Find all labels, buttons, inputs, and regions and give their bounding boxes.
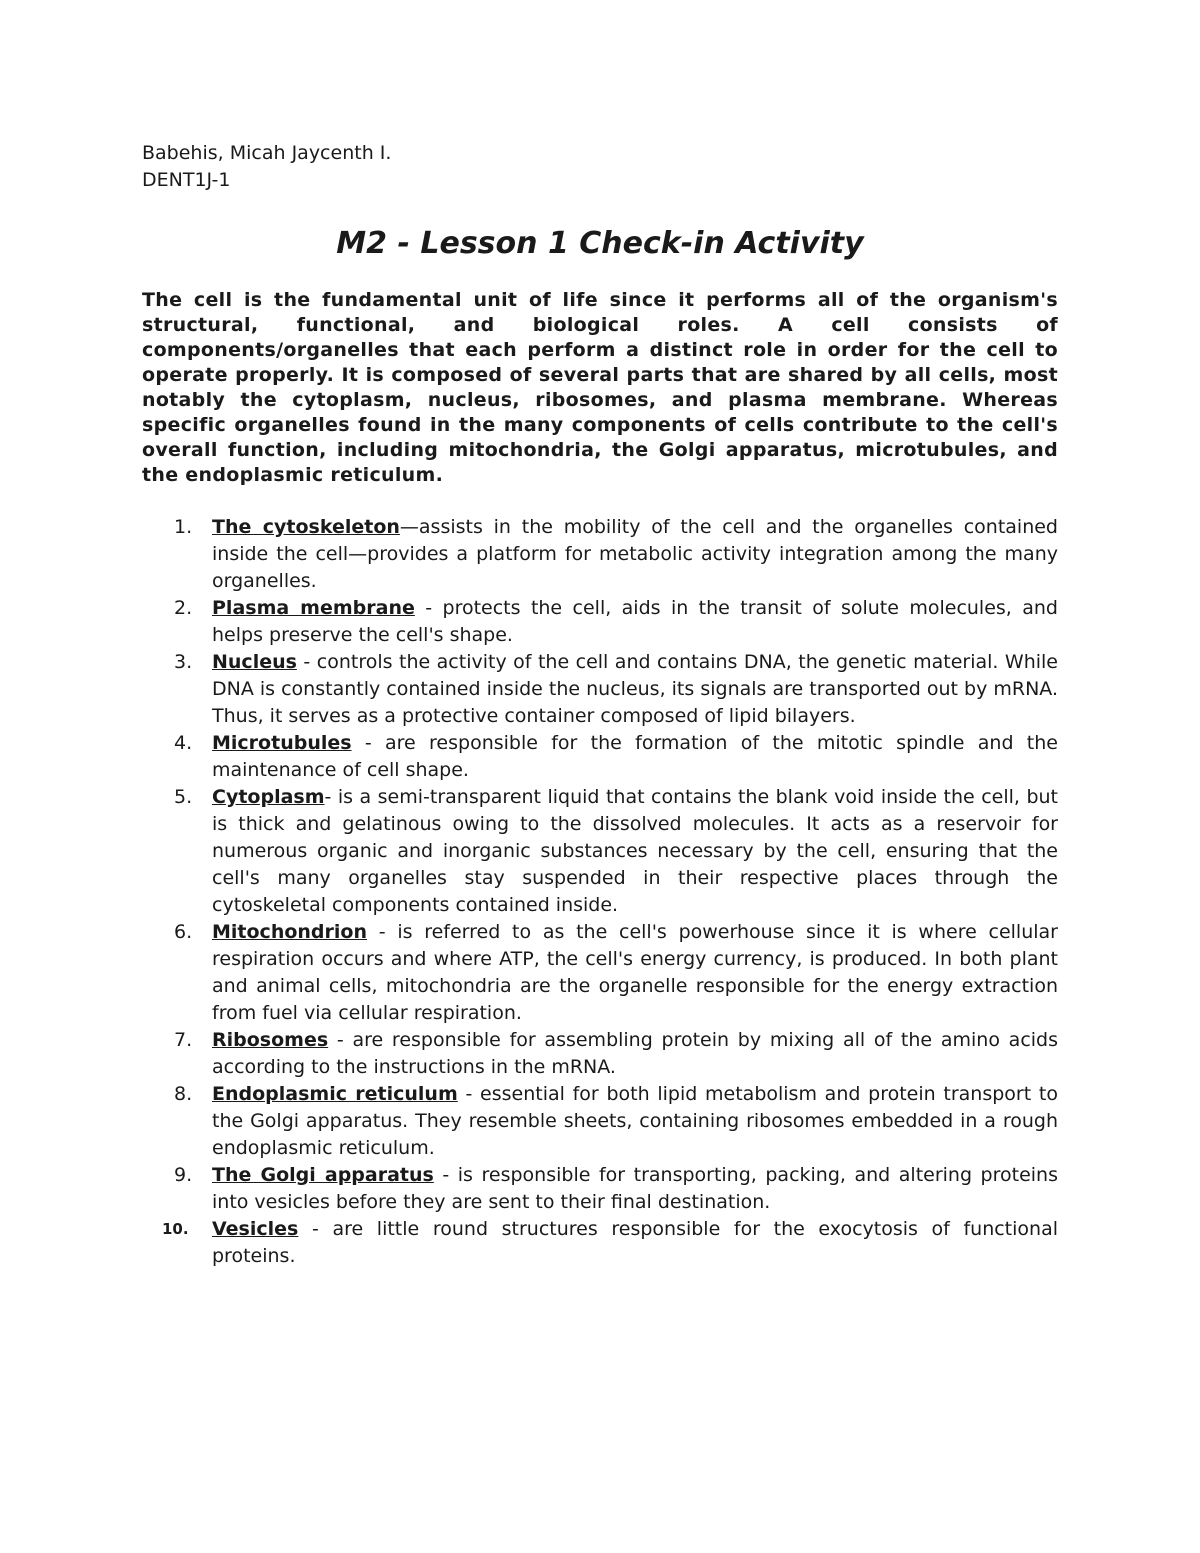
term-label: Vesicles (212, 1218, 299, 1240)
list-number: 5. (174, 786, 193, 808)
term-description: - are little round structures responsible for the exocytosis of functional proteins. (212, 1218, 1058, 1267)
term-description: - is referred to as the cell's powerhouse since it is where cellular respiration occurs and where ATP, the cell's energy currency, is produced. In both plant and animal cells, mitochondria are the organelle responsible for the energy extraction from fuel via cellular respiration. (212, 921, 1058, 1024)
term-label: Plasma membrane (212, 597, 415, 619)
term-description: - is responsible for transporting, packing, and altering proteins into vesicles before they are sent to their final destination. (212, 1164, 1058, 1213)
list-number: 1. (174, 516, 193, 538)
list-item (142, 649, 1058, 730)
list-number: 2. (174, 597, 193, 619)
list-item (142, 1162, 1058, 1216)
term-label: Nucleus (212, 651, 297, 673)
term-description: —assists in the mobility of the cell and the organelles contained inside the cell—provides a platform for metabolic activity integration among the many organelles. (212, 516, 1058, 592)
list-item (142, 1216, 1058, 1270)
term-label: The Golgi apparatus (212, 1164, 434, 1186)
term-label: Cytoplasm (212, 786, 325, 808)
student-section: DENT1J-1 (142, 169, 231, 191)
term-label: Microtubules (212, 732, 352, 754)
list-number: 9. (174, 1164, 193, 1186)
list-item (142, 514, 1058, 595)
intro-paragraph: The cell is the fundamental unit of life since it performs all of the organism's structural, functional, and biological roles. A cell consists of components/organelles that each perform a distinct role in order for the cell to operate properly. It is composed of several parts that are shared by all cells, most notably the cytoplasm, nucleus, ribosomes, and plasma membrane. Whereas specific organelles found in the many components of cells contribute to the cell's overall function, including mitochondria, the Golgi apparatus, microtubules, and the endoplasmic reticulum. (142, 289, 1058, 486)
student-name: Babehis, Micah Jaycenth I. (142, 142, 392, 164)
term-label: The cytoskeleton (212, 516, 400, 538)
document-page (142, 140, 1058, 1270)
term-description: - protects the cell, aids in the transit of solute molecules, and helps preserve the cell's shape. (212, 597, 1058, 646)
term-label: Endoplasmic reticulum (212, 1083, 458, 1105)
list-number: 7. (174, 1029, 193, 1051)
term-description: - essential for both lipid metabolism and protein transport to the Golgi apparatus. They resemble sheets, containing ribosomes embedded in a rough endoplasmic reticulum. (212, 1083, 1058, 1159)
term-description: - controls the activity of the cell and contains DNA, the genetic material. While DNA is constantly contained inside the nucleus, its signals are transported out by mRNA. Thus, it serves as a protective container composed of lipid bilayers. (212, 651, 1058, 727)
term-label: Ribosomes (212, 1029, 329, 1051)
term-description: - are responsible for assembling protein by mixing all of the amino acids according to the instructions in the mRNA. (212, 1029, 1058, 1078)
list-number: 3. (174, 651, 193, 673)
list-item (142, 595, 1058, 649)
list-item (142, 784, 1058, 919)
list-item (142, 919, 1058, 1027)
list-item (142, 1081, 1058, 1162)
list-number: 6. (174, 921, 193, 943)
list-number: 10. (162, 1220, 189, 1238)
page-title: M2 - Lesson 1 Check-in Activity (336, 226, 864, 261)
list-number: 8. (174, 1083, 193, 1105)
term-description: - are responsible for the formation of the mitotic spindle and the maintenance of cell shape. (212, 732, 1058, 781)
list-item (142, 1027, 1058, 1081)
term-label: Mitochondrion (212, 921, 367, 943)
organelle-list (142, 514, 1058, 1270)
list-item (142, 730, 1058, 784)
list-number: 4. (174, 732, 193, 754)
term-description: - is a semi-transparent liquid that contains the blank void inside the cell, but is thick and gelatinous owing to the dissolved molecules. It acts as a reservoir for numerous organic and inorganic substances necessary by the cell, ensuring that the cell's many organelles stay suspended in their respective places through the cytoskeletal components contained inside. (212, 786, 1058, 916)
